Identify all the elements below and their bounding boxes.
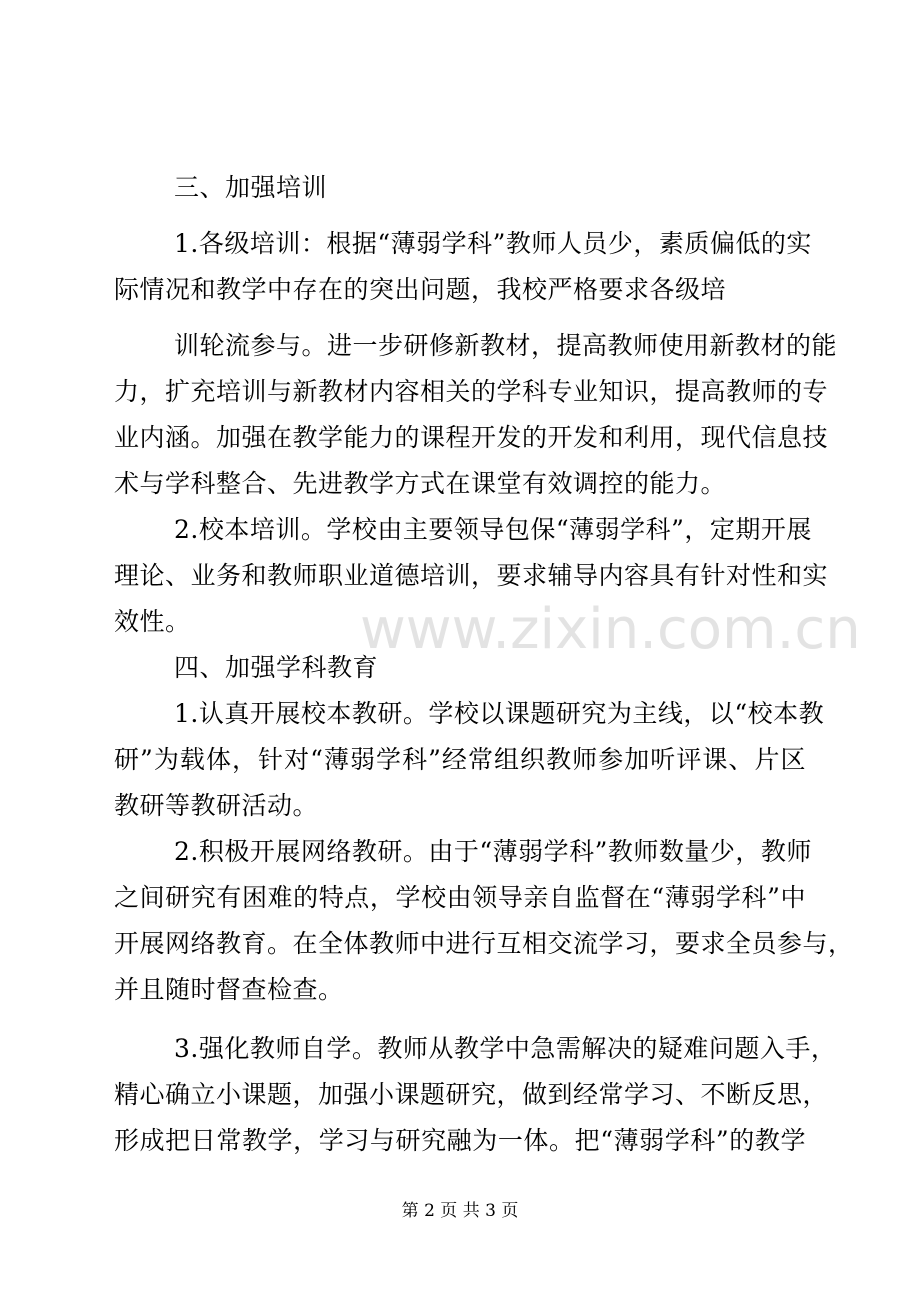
paragraph-line: 开展网络教育。在全体教师中进行互相交流学习，要求全员参与， [114, 929, 854, 958]
paragraph-line: 理论、业务和教师职业道德培训，要求辅导内容具有针对性和实 [114, 561, 829, 590]
paragraph-line: 1.认真开展校本教研。学校以课题研究为主线，以“校本教 [174, 699, 825, 728]
paragraph-line: 3.强化教师自学。教师从教学中急需解决的疑难问题入手， [174, 1034, 837, 1063]
paragraph-line: 术与学科整合、先进教学方式在课堂有效调控的能力。 [114, 469, 727, 498]
watermark: www.zixin.com.cn [360, 597, 861, 662]
page-footer: 第 2 页 共 3 页 [401, 1201, 519, 1221]
section-heading-3: 三、加强培训 [174, 173, 328, 202]
paragraph-line: 教研等教研活动。 [114, 791, 319, 820]
paragraph-line: 2.积极开展网络教研。由于“薄弱学科”教师数量少，教师 [174, 837, 812, 866]
paragraph-line: 研”为载体，针对“薄弱学科”经常组织教师参加听评课、片区 [114, 745, 806, 774]
paragraph-line: 之间研究有困难的特点，学校由领导亲自监督在“薄弱学科”中 [114, 883, 806, 912]
paragraph-line: 并且随时督查检查。 [114, 975, 344, 1004]
paragraph-line: 2.校本培训。学校由主要领导包保“薄弱学科”，定期开展 [174, 515, 812, 544]
paragraph-line: 效性。 [114, 607, 191, 636]
paragraph-line: 训轮流参与。进一步研修新教材，提高教师使用新教材的能 [174, 331, 838, 360]
paragraph-line: 精心确立小课题，加强小课题研究，做到经常学习、不断反思， [114, 1080, 829, 1109]
paragraph-line: 力，扩充培训与新教材内容相关的学科专业知识，提高教师的专 [114, 377, 829, 406]
paragraph-line: 形成把日常教学，学习与研究融为一体。把“薄弱学科”的教学 [114, 1126, 806, 1155]
paragraph-line: 业内涵。加强在教学能力的课程开发的开发和利用，现代信息技 [114, 423, 829, 452]
paragraph-line: 1.各级培训：根据“薄弱学科”教师人员少，素质偏低的实 [174, 229, 812, 258]
section-heading-4: 四、加强学科教育 [174, 653, 379, 682]
paragraph-line: 际情况和教学中存在的突出问题，我校严格要求各级培 [114, 275, 727, 304]
